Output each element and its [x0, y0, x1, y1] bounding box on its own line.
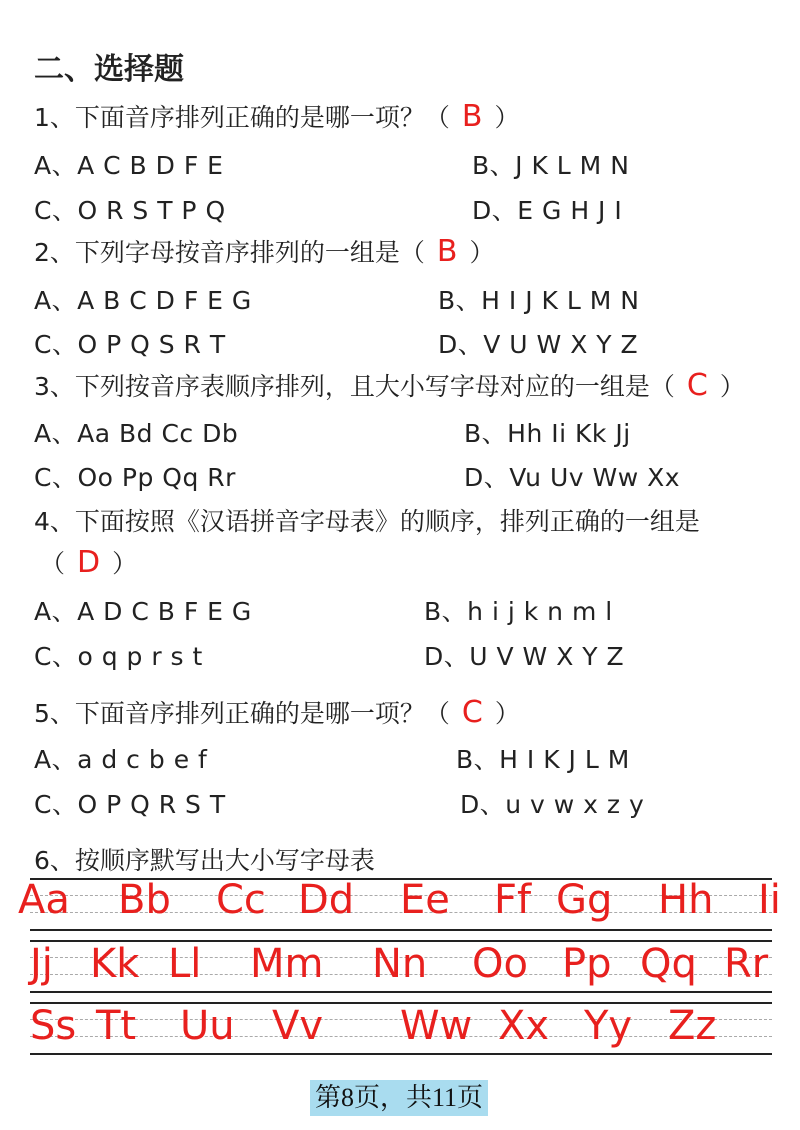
option-b: B、H I K J L M [456, 745, 630, 774]
option-d: D、V U W X Y Z [438, 330, 639, 359]
question-stem: 3、下列按音序表顺序排列，且大小写字母对应的一组是（ [34, 372, 675, 401]
letter-pair: Aa [18, 877, 70, 923]
letter-pair: Pp [562, 941, 612, 987]
section-title: 二、选择题 [34, 52, 184, 87]
letter-pair: Ff [494, 877, 532, 923]
option-a: A、A B C D F E G [34, 286, 252, 315]
letter-pair: Ll [168, 941, 202, 987]
letter-pair: Bb [118, 877, 171, 923]
paren-close: ） [494, 103, 520, 132]
answer-mark: D [77, 545, 101, 580]
option-a: A、a d c b e f [34, 745, 208, 774]
question-4-answer-line [40, 544, 137, 580]
letter-pair: Dd [298, 877, 355, 923]
paren-open: （ [40, 549, 66, 578]
option-b: B、J K L M N [472, 151, 630, 180]
option-c: C、Oo Pp Qq Rr [34, 463, 236, 492]
option-d: D、E G H J I [472, 196, 623, 225]
paren-close: ） [719, 372, 745, 401]
question-stem: 5、下面音序排列正确的是哪一项？（ [34, 699, 450, 728]
letter-pair: Qq [640, 941, 697, 987]
letter-pair: Cc [216, 877, 266, 923]
letter-pair: Jj [30, 941, 53, 987]
answer-mark: C [686, 368, 708, 403]
letter-pair: Kk [90, 941, 140, 987]
option-d: D、Vu Uv Ww Xx [464, 463, 681, 492]
question-stem: 1、下面音序排列正确的是哪一项？（ [34, 103, 450, 132]
letter-pair: Uu [180, 1003, 235, 1049]
letter-pair: Hh [658, 877, 714, 923]
option-d: D、u v w x z y [460, 790, 645, 819]
letter-pair: Ee [400, 877, 450, 923]
letter-pair: Zz [668, 1003, 717, 1049]
question-1 [34, 98, 520, 134]
question-3 [34, 367, 745, 403]
answer-mark: B [461, 99, 483, 134]
option-a: A、A D C B F E G [34, 597, 252, 626]
letter-pair: Ss [30, 1003, 77, 1049]
option-a: A、Aa Bd Cc Db [34, 419, 239, 448]
answer-mark: C [461, 695, 483, 730]
option-a: A、A C B D F E [34, 151, 224, 180]
letter-pair: Vv [272, 1003, 324, 1049]
option-c: C、O P Q S R T [34, 330, 226, 359]
letter-pair: Mm [250, 941, 324, 987]
question-5 [34, 694, 520, 730]
option-c: C、o q p r s t [34, 642, 203, 671]
option-d: D、U V W X Y Z [424, 642, 625, 671]
letter-pair: Ww [400, 1003, 473, 1049]
option-b: B、Hh Ii Kk Jj [464, 419, 631, 448]
letter-pair: Rr [724, 941, 769, 987]
question-6: 6、按顺序默写出大小写字母表 [34, 846, 375, 875]
letter-pair: Oo [472, 941, 528, 987]
option-c: C、O P Q R S T [34, 790, 226, 819]
letter-pair: Ii [758, 877, 781, 923]
option-c: C、O R S T P Q [34, 196, 226, 225]
letter-pair: Gg [556, 877, 613, 923]
paren-close: ） [469, 238, 495, 267]
option-b: B、H I J K L M N [438, 286, 640, 315]
option-b: B、h i j k n m l [424, 597, 613, 626]
letter-pair: Yy [584, 1003, 633, 1049]
page-number: 第8页，共11页 [310, 1080, 488, 1116]
question-stem: 2、下列字母按音序排列的一组是（ [34, 238, 425, 267]
question-4: 4、下面按照《汉语拼音字母表》的顺序，排列正确的一组是 [34, 507, 700, 536]
letter-pair: Xx [498, 1003, 550, 1049]
answer-mark: B [436, 234, 458, 269]
paren-close: ） [494, 699, 520, 728]
question-2 [34, 233, 495, 269]
letter-pair: Tt [96, 1003, 137, 1049]
paren-close: ） [112, 549, 138, 578]
letter-pair: Nn [372, 941, 428, 987]
